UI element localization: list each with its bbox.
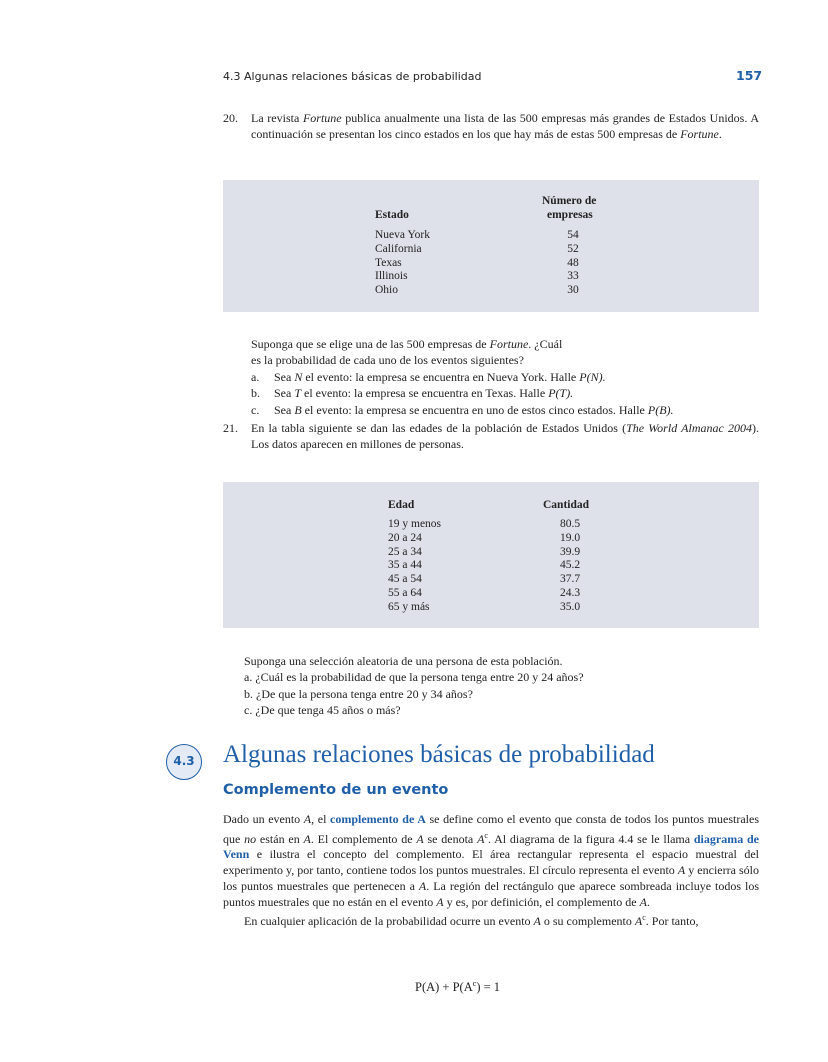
item-text: Sea [274, 386, 295, 401]
problem-number: 20. [223, 111, 238, 125]
question-intro: Suponga que se elige una de las 500 empresas de Fortune. ¿Cuál [251, 337, 563, 351]
item-var: B [294, 402, 302, 417]
table-cell-age: 45 a 54 [388, 573, 422, 586]
table-cell-state: California [375, 242, 422, 255]
table-header-numero: Número de [542, 195, 597, 207]
item-text: Sea [274, 402, 295, 417]
states-table [223, 180, 759, 312]
problem-21-questions [244, 653, 759, 719]
item-prob: P(T). [548, 386, 574, 401]
table-header-edad: Edad [388, 499, 415, 511]
item-text: Sea [274, 369, 295, 384]
problem-text: En la tabla siguiente se dan las edades de la población de Estados Unidos (The World Almanac 2004). Los datos aparecen en millones de personas. [251, 421, 759, 451]
item-text: el evento: la empresa se encuentra en Texas. Halle [301, 386, 549, 401]
table-cell-amount: 39.9 [559, 545, 581, 558]
table-header-empresas: empresas [547, 209, 593, 221]
table-header-cantidad: Cantidad [543, 499, 590, 511]
question-intro: Suponga una selección aleatoria de una persona de esta población. [244, 654, 563, 668]
running-header: 4.3 Algunas relaciones básicas de probabilidad [223, 70, 482, 83]
problem-number: 21. [223, 421, 238, 435]
body-text [223, 812, 759, 930]
item-prob: P(B). [647, 402, 674, 417]
table-cell-state: Illinois [375, 270, 408, 283]
table-cell-amount: 35.0 [559, 600, 581, 613]
table-cell-amount: 45.2 [559, 559, 581, 572]
list-item [251, 402, 759, 418]
item-label: b. [251, 386, 260, 401]
item-var: N [294, 369, 303, 384]
table-cell-amount: 37.7 [559, 573, 581, 586]
table-cell-amount: 19.0 [559, 531, 581, 544]
problem-text: La revista Fortune publica anualmente una lista de las 500 empresas más grandes de Estados Unidos. A continuación se presentan los cinco estados en los que hay más de estas 500 empresas de Fortune. [251, 111, 759, 141]
subsection-title: Complemento de un evento [223, 782, 449, 798]
list-item: c. ¿De que tenga 45 años o más? [244, 703, 401, 718]
table-cell-amount: 80.5 [559, 518, 581, 530]
list-item [251, 369, 759, 385]
item-var: T [294, 386, 302, 401]
table-cell-age: 25 a 34 [388, 545, 422, 558]
term-venn: diagrama de Venn [223, 831, 760, 862]
list-item: b. ¿De que la persona tenga entre 20 y 34 años? [244, 686, 473, 701]
table-cell-count: 52 [567, 242, 579, 255]
table-cell-count: 48 [567, 256, 579, 269]
paragraph-2: En cualquier aplicación de la probabilidad ocurre un evento A o su complemento $A^c$. Por tanto, [244, 913, 699, 929]
table-header-estado: Estado [375, 209, 409, 221]
list-item [251, 385, 759, 401]
table-cell-amount: 24.3 [559, 587, 581, 599]
item-label: c. [251, 402, 260, 417]
table-cell-age: 35 a 44 [388, 559, 422, 572]
table-cell-age: 20 a 24 [388, 531, 422, 544]
list-item: a. ¿Cuál es la probabilidad de que la persona tenga entre 20 y 24 años? [244, 670, 584, 685]
complement-formula: $P(A) + P(A^c) = 1$ [415, 979, 501, 995]
page-number: 157 [736, 68, 763, 83]
table-cell-age: 55 a 64 [388, 587, 422, 599]
table-cell-count: 33 [567, 270, 579, 283]
paragraph-1: Dado un evento A, el complemento de A se define como el evento que consta de todos los puntos muestrales que no están en A. El complemento de A se denota $A^c$. Al diagrama de la figura 4.4 se le llama diagrama de Venn e ilustra el concepto del complemento. El área rectangular representa el espacio muestral del experimento y, por tanto, contiene todos los puntos muestrales. El círculo representa el evento A y encierra sólo los puntos muestrales que pertenecen a A. La región del rectángulo que aparece sombreada incluye todos los puntos muestrales que no están en el evento A y es, por definición, el complemento de A. [223, 812, 760, 909]
table-cell-age: 65 y más [388, 600, 430, 613]
table-cell-count: 54 [567, 229, 579, 241]
item-prob: P(N). [579, 369, 606, 384]
item-label: a. [251, 369, 260, 384]
term-complemento: complemento de A [330, 812, 426, 826]
section-title: Algunas relaciones básicas de probabilidad [223, 741, 655, 768]
section-number-badge: 4.3 [166, 744, 202, 780]
item-text: el evento: la empresa se encuentra en uno de estos cinco estados. Halle [301, 402, 648, 417]
ages-table [223, 482, 759, 628]
problem-21 [223, 421, 759, 455]
item-text: el evento: la empresa se encuentra en Nueva York. Halle [302, 369, 580, 384]
table-cell-state: Ohio [375, 284, 398, 297]
table-cell-age: 19 y menos [388, 518, 442, 530]
table-cell-state: Nueva York [375, 229, 430, 241]
table-cell-state: Texas [375, 256, 402, 269]
problem-20-questions [251, 336, 759, 418]
problem-20 [223, 111, 759, 161]
question-intro-2: es la probabilidad de cada uno de los eventos siguientes? [251, 353, 524, 368]
table-cell-count: 30 [567, 284, 579, 297]
